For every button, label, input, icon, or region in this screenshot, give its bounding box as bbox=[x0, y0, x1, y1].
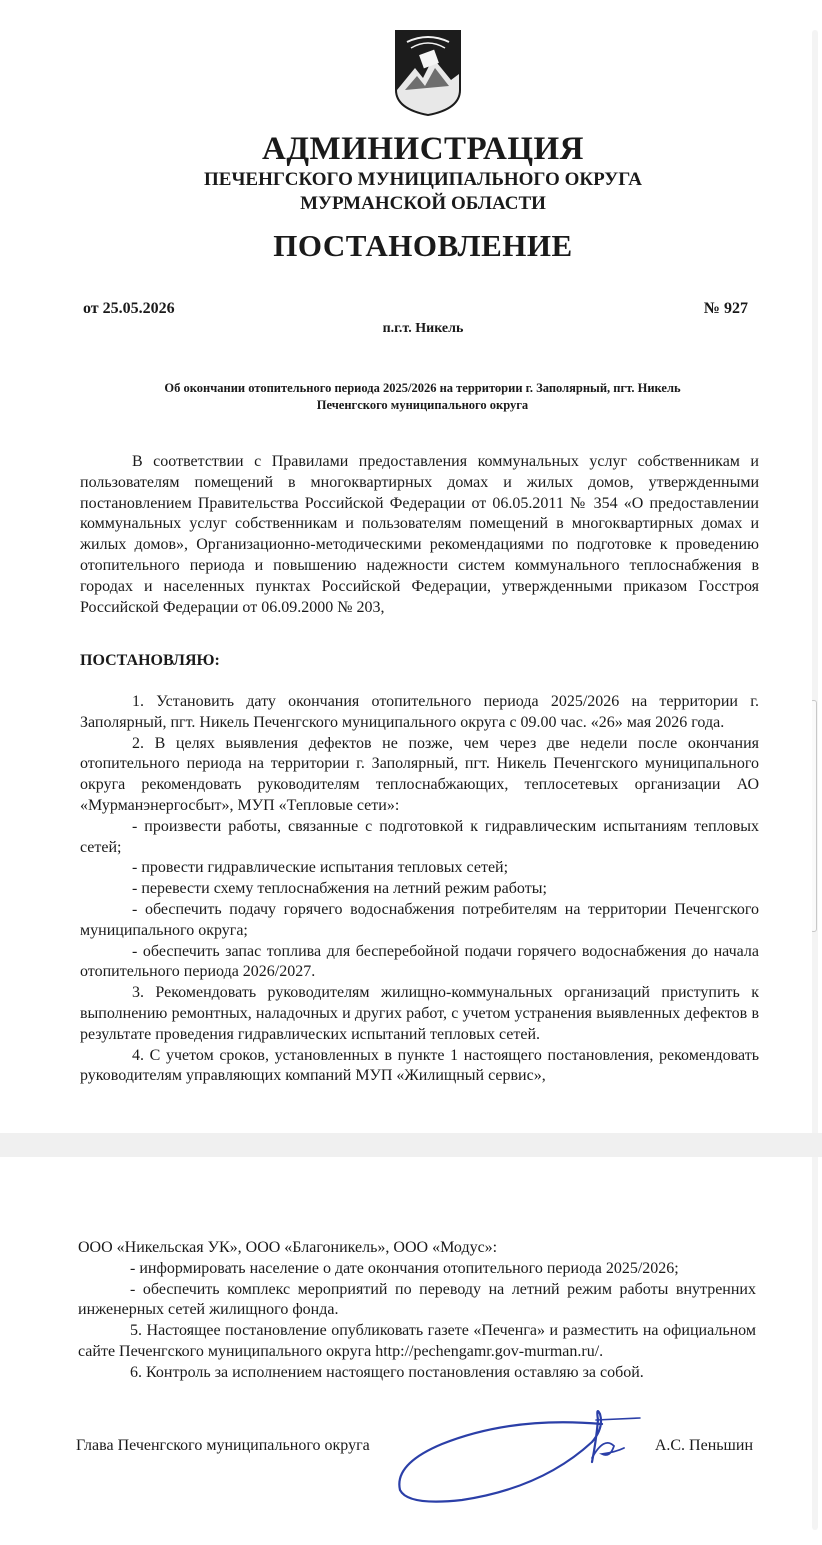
item-2-sub-c: - перевести схему теплоснабжения на летний режим работы; bbox=[132, 880, 547, 898]
document-subject bbox=[100, 380, 745, 414]
item-2-sub-d: - обеспечить подачу горячего водоснабжения потребителям на территории Печенгского муниципального округа; bbox=[80, 900, 759, 939]
intro-paragraph bbox=[80, 452, 759, 618]
document-date: от 25.05.2026 bbox=[83, 300, 175, 317]
decree-heading: ПОСТАНОВЛЯЮ: bbox=[80, 652, 220, 669]
item-4-sub-b: - обеспечить комплекс мероприятий по переводу на летний режим работы внутренних инженерных сетей жилищного фонда. bbox=[78, 1280, 756, 1319]
item-1: 1. Установить дату окончания отопительного периода 2025/2026 на территории г. Заполярный, пгт. Никель Печенгского муниципального округа с 09.00 час. «26» мая 2026 года. bbox=[80, 693, 759, 731]
decree-items-page-1 bbox=[80, 692, 759, 1087]
org-subtitle-line-2: МУРМАНСКОЙ ОБЛАСТИ bbox=[300, 193, 546, 214]
subject-line-1: Об окончании отопительного периода 2025/2026 на территории г. Заполярный, пгт. Никель bbox=[164, 381, 681, 395]
item-4-continuation: ООО «Никельская УК», ООО «Благоникель», ООО «Модус»: bbox=[78, 1239, 498, 1256]
intro-text: В соответствии с Правилами предоставления коммунальных услуг собственникам и пользователям помещений в многоквартирных домах и жилых домов, утвержденными постановлением Правительства Российской Федерации от 06.05.2011 № 354 «О предоставлении коммунальных услуг собственникам и пользователям помещений в многоквартирных домах и жилых домов», Организационно-методическими рекомендациями по подготовке к проведению отопительного периода и повышению надежности систем коммунального теплоснабжения в городах и населенных пунктах Российской Федерации, утвержденными приказом Госстроя Российской Федерации от 06.09.2000 № 203, bbox=[80, 453, 759, 616]
coat-of-arms-icon bbox=[393, 28, 463, 118]
signer-name: А.С. Пеньшин bbox=[654, 1437, 753, 1454]
item-2-sub-e: - обеспечить запас топлива для бесперебойной подачи горячего водоснабжения до начала отопительного периода 2026/2027. bbox=[80, 942, 759, 981]
document-number: № 927 bbox=[703, 300, 748, 317]
subject-line-2: Печенгского муниципального округа bbox=[316, 398, 529, 412]
page-separator bbox=[0, 1133, 822, 1157]
item-2: 2. В целях выявления дефектов не позже, чем через две недели после окончания отопительного периода на территории г. Заполярный, пгт. Никель Печенгского муниципального округа рекомендовать руководителям теплоснабжающих, теплосетевых организации АО «Мурманэнергосбыт», МУП «Тепловые сети»: bbox=[80, 734, 759, 814]
org-subtitle-line-1: ПЕЧЕНГСКОГО МУНИЦИПАЛЬНОГО ОКРУГА bbox=[204, 169, 642, 190]
item-4: 4. С учетом сроков, установленных в пункте 1 настоящего постановления, рекомендовать руководителям управляющих компаний МУП «Жилищный сервис», bbox=[80, 1046, 759, 1085]
org-title: АДМИНИСТРАЦИЯ bbox=[262, 131, 584, 167]
document-place: п.г.т. Никель bbox=[382, 321, 464, 336]
document-type: ПОСТАНОВЛЕНИЕ bbox=[273, 228, 573, 263]
signer-position: Глава Печенгского муниципального округа bbox=[76, 1437, 370, 1454]
item-3: 3. Рекомендовать руководителям жилищно-коммунальных организаций приступить к выполнению ремонтных, наладочных и других работ, с учетом устранения выявленных дефектов в результате проведения гидравлических испытаний тепловых сетей. bbox=[80, 984, 759, 1043]
item-6: 6. Контроль за исполнением настоящего постановления оставляю за собой. bbox=[130, 1363, 644, 1381]
item-4-sub-a: - информировать население о дате окончания отопительного периода 2025/2026; bbox=[130, 1259, 679, 1277]
item-5: 5. Настоящее постановление опубликовать газете «Печенга» и разместить на официальном сайте Печенгского муниципального округа http://pechengamr.gov-murman.ru/. bbox=[78, 1322, 756, 1360]
item-2-sub-a: - произвести работы, связанные с подготовкой к гидравлическим испытаниям тепловых сетей; bbox=[80, 817, 759, 856]
item-2-sub-b: - провести гидравлические испытания тепловых сетей; bbox=[132, 859, 509, 877]
handwritten-signature-icon bbox=[392, 1402, 642, 1512]
decree-items-page-2 bbox=[78, 1238, 756, 1384]
